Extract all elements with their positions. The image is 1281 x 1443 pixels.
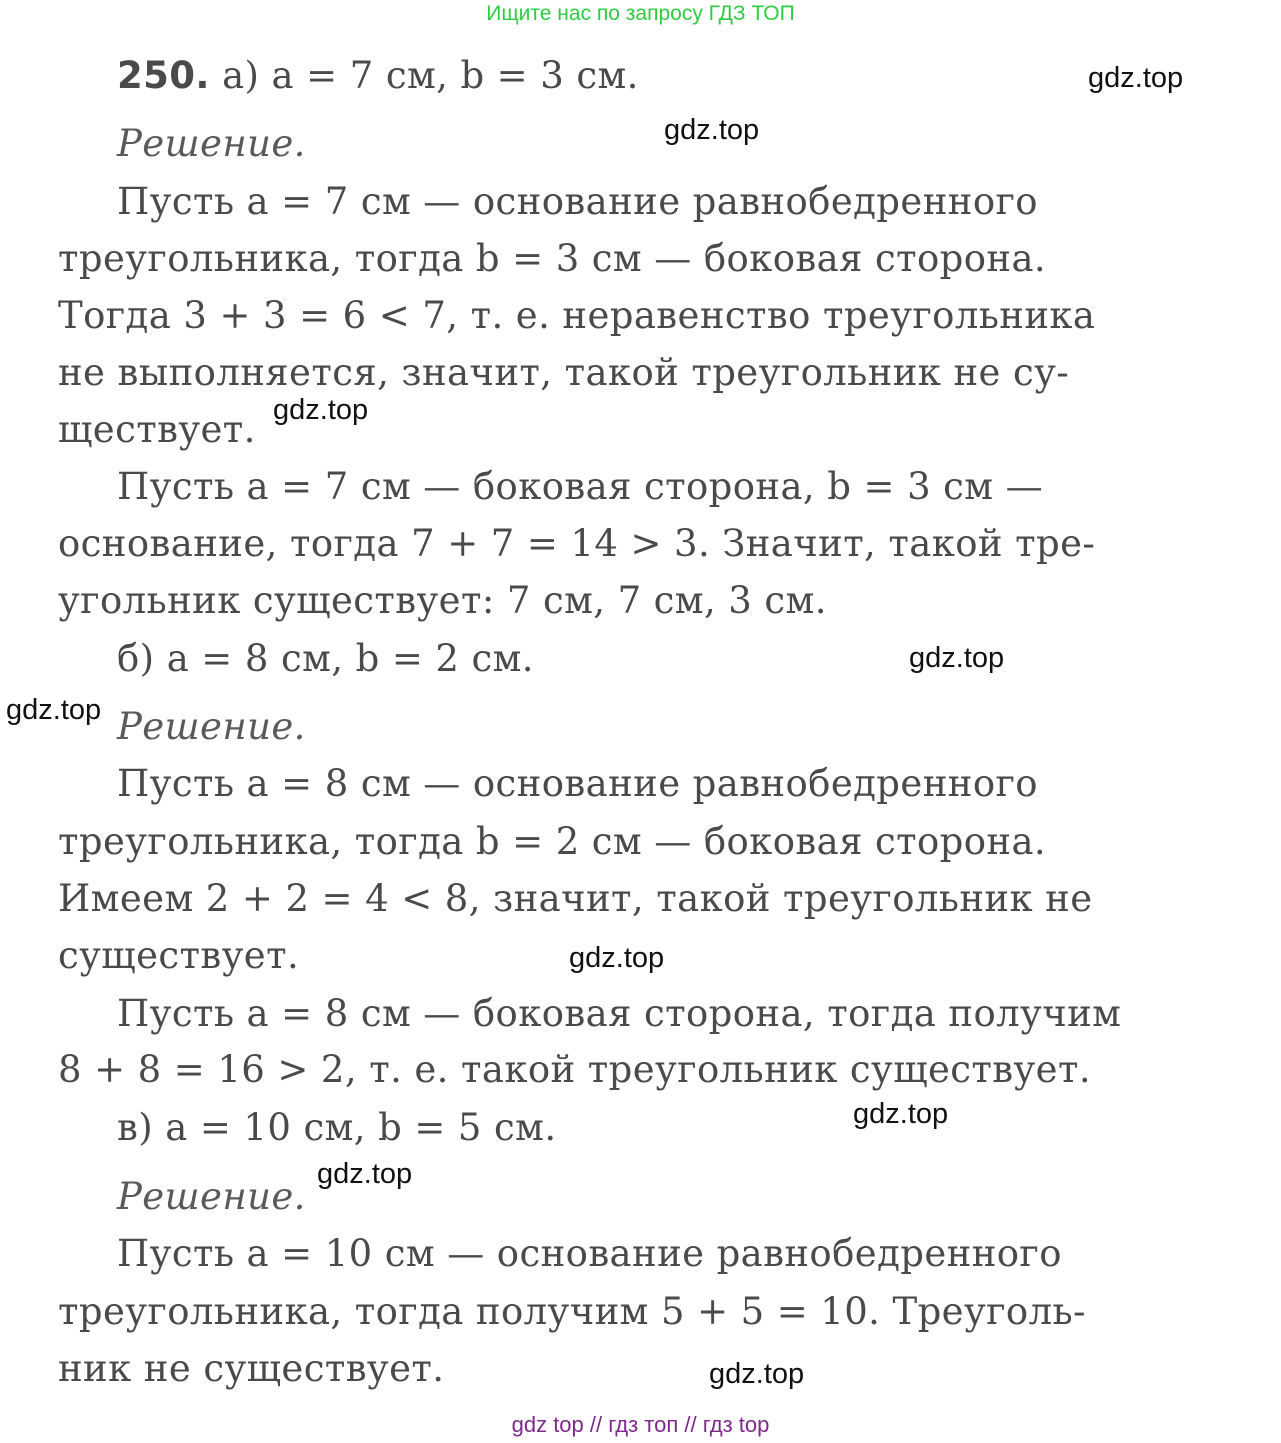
part-c-heading: Решение. — [117, 1175, 306, 1218]
part-c-condition: a = 10 см, b = 5 см. — [165, 1106, 557, 1149]
part-a-line-6: Пусть a = 7 см — боковая сторона, b = 3 см — — [117, 465, 1044, 508]
watermark: gdz.top — [909, 642, 1005, 674]
part-a-line-7: основание, тогда 7 + 7 = 14 > 3. Значит, такой тре- — [58, 522, 1096, 565]
part-c-line-3: ник не существует. — [58, 1347, 445, 1390]
part-b-condition: a = 8 см, b = 2 см. — [166, 637, 534, 680]
problem-header-b — [117, 637, 534, 681]
part-a-line-2: треугольника, тогда b = 3 см — боковая сторона. — [58, 237, 1047, 280]
watermark: gdz.top — [569, 942, 665, 974]
problem-header-a — [117, 54, 639, 98]
watermark: gdz.top — [853, 1098, 949, 1130]
part-b-line-1: Пусть a = 8 см — основание равнобедренного — [117, 762, 1038, 805]
part-c-line-2: треугольника, тогда получим 5 + 5 = 10. Треуголь- — [58, 1290, 1086, 1333]
part-b-line-3: Имеем 2 + 2 = 4 < 8, значит, такой треугольник не — [58, 877, 1093, 920]
part-a-line-4: не выполняется, значит, такой треугольник не су- — [58, 351, 1070, 394]
part-b-line-6: 8 + 8 = 16 > 2, т. е. такой треугольник существует. — [58, 1048, 1092, 1091]
part-a-line-5: ществует. — [58, 408, 256, 451]
part-b-line-5: Пусть a = 8 см — боковая сторона, тогда получим — [117, 992, 1122, 1035]
watermark: gdz.top — [6, 694, 102, 726]
watermark: gdz.top — [709, 1358, 805, 1390]
part-b-line-4: существует. — [58, 934, 300, 977]
part-b-heading: Решение. — [117, 705, 306, 748]
problem-number: 250. — [117, 54, 210, 97]
part-a-line-1: Пусть a = 7 см — основание равнобедренного — [117, 180, 1038, 223]
part-a-line-8: угольник существует: 7 см, 7 см, 3 см. — [58, 579, 827, 622]
part-c-line-1: Пусть a = 10 см — основание равнобедренного — [117, 1232, 1062, 1275]
watermark: gdz.top — [273, 394, 369, 426]
part-a-line-3: Тогда 3 + 3 = 6 < 7, т. е. неравенство треугольника — [58, 294, 1096, 337]
part-a-heading: Решение. — [117, 122, 306, 165]
watermark: gdz.top — [317, 1158, 413, 1190]
watermark: gdz.top — [1088, 62, 1184, 94]
part-a-label: а) — [222, 54, 260, 97]
bottom-banner: gdz top // гдз топ // гдз top — [511, 1412, 770, 1437]
part-a-condition: a = 7 см, b = 3 см. — [271, 54, 639, 97]
part-b-line-2: треугольника, тогда b = 2 см — боковая сторона. — [58, 820, 1047, 863]
top-banner: Ищите нас по запросу ГДЗ ТОП — [486, 2, 795, 25]
part-c-label: в) — [117, 1106, 154, 1149]
watermark: gdz.top — [664, 114, 760, 146]
part-b-label: б) — [117, 637, 155, 680]
problem-header-c — [117, 1106, 556, 1150]
